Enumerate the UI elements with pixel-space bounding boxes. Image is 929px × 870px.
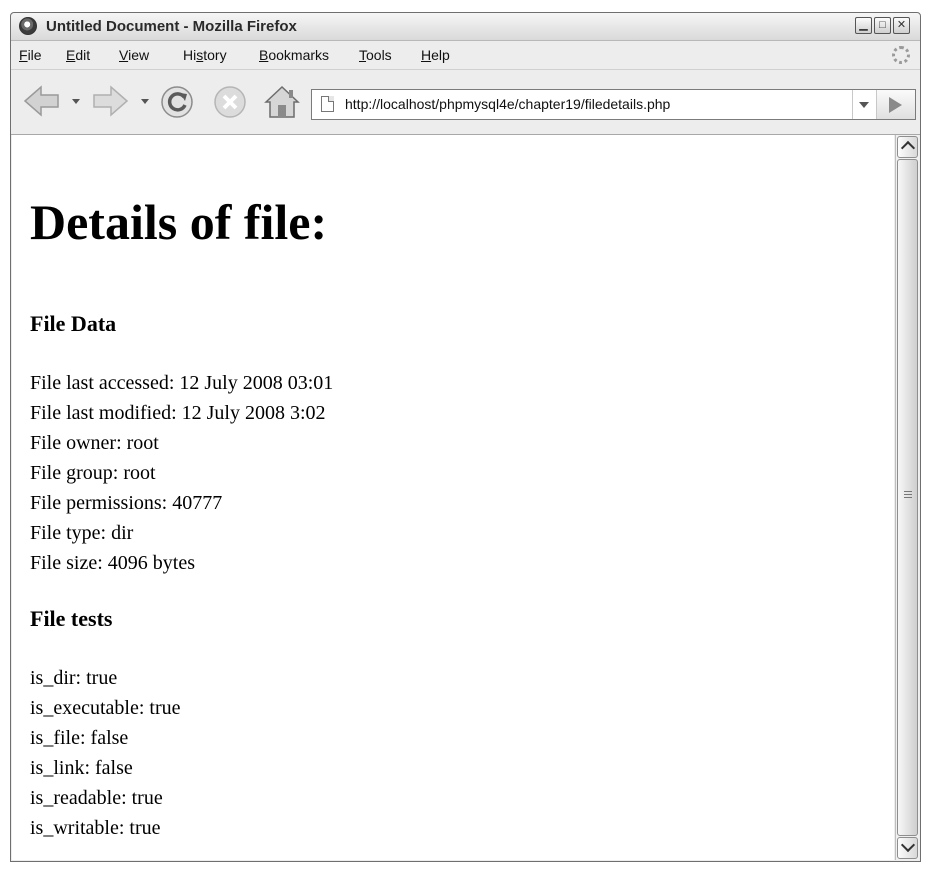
menu-view[interactable]: View	[119, 47, 150, 63]
file-data-line: File type: dir	[30, 522, 134, 544]
menu-bookmarks[interactable]: Bookmarks	[259, 47, 330, 63]
vertical-scrollbar[interactable]	[895, 135, 919, 860]
activity-throbber-icon	[892, 46, 910, 64]
scroll-up-button[interactable]	[897, 136, 918, 158]
page-title: Details of file:	[30, 194, 328, 250]
firefox-icon	[19, 17, 37, 35]
back-arrow-icon[interactable]	[23, 84, 61, 118]
file-test-line: is_dir: true	[30, 667, 118, 689]
title-bar	[11, 13, 920, 41]
menu-file[interactable]: File	[19, 47, 42, 63]
file-data-line: File last accessed: 12 July 2008 03:01	[30, 372, 334, 394]
back-history-dropdown-icon[interactable]	[72, 99, 80, 104]
menu-help[interactable]: Help	[421, 47, 450, 63]
url-text[interactable]: http://localhost/phpmysql4e/chapter19/filedetails.php	[345, 96, 671, 112]
forward-history-dropdown-icon[interactable]	[141, 99, 149, 104]
menu-edit[interactable]: Edit	[66, 47, 91, 63]
file-tests-heading: File tests	[30, 606, 113, 631]
file-test-line: is_writable: true	[30, 817, 161, 839]
file-data-heading: File Data	[30, 311, 117, 336]
grip-icon	[904, 491, 912, 492]
chevron-up-icon	[901, 141, 915, 155]
page-icon	[321, 96, 334, 112]
file-data-line: File permissions: 40777	[30, 492, 223, 514]
stop-icon[interactable]	[212, 84, 248, 120]
forward-arrow-icon[interactable]	[91, 84, 129, 118]
window-title: Untitled Document - Mozilla Firefox	[46, 18, 297, 35]
navigation-toolbar	[11, 69, 920, 135]
maximize-button[interactable]: □	[874, 17, 891, 34]
file-test-line: is_link: false	[30, 757, 133, 779]
minimize-button[interactable]: ▁	[855, 17, 872, 34]
scroll-down-button[interactable]	[897, 837, 918, 859]
file-test-line: is_file: false	[30, 727, 129, 749]
file-data-line: File group: root	[30, 462, 156, 484]
file-data-line: File owner: root	[30, 432, 159, 454]
reload-icon[interactable]	[159, 84, 195, 120]
url-history-dropdown-icon[interactable]	[852, 90, 875, 119]
scrollbar-thumb[interactable]	[897, 159, 918, 836]
go-arrow-icon[interactable]	[876, 90, 915, 119]
home-icon[interactable]	[263, 84, 301, 120]
page-content	[12, 135, 894, 860]
file-data-line: File size: 4096 bytes	[30, 552, 195, 574]
chevron-down-icon	[901, 838, 915, 852]
menu-tools[interactable]: Tools	[359, 47, 392, 63]
file-test-line: is_readable: true	[30, 787, 163, 809]
file-data-line: File last modified: 12 July 2008 3:02	[30, 402, 326, 424]
address-bar[interactable]	[311, 89, 916, 120]
close-button[interactable]: ✕	[893, 17, 910, 34]
menu-history[interactable]: History	[183, 47, 227, 63]
file-test-line: is_executable: true	[30, 697, 181, 719]
menu-bar	[11, 41, 920, 69]
browser-window	[10, 12, 921, 862]
